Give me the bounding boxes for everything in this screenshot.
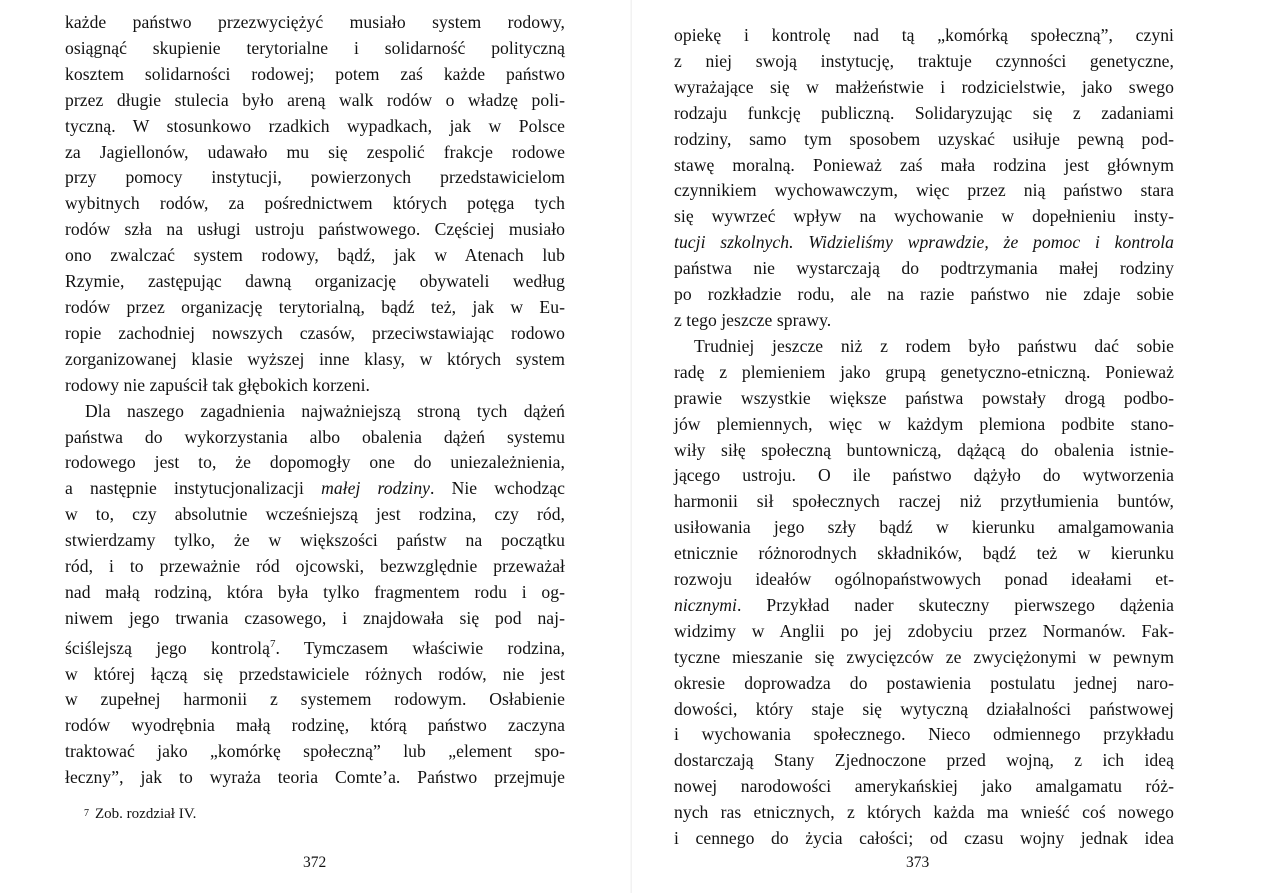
text-line: usiłowania jego szły bądź w kierunku amalgamowania (674, 517, 1174, 538)
text-line: Trudniej jeszcze niż z rodem było państwu dać sobie (694, 335, 1174, 356)
text-line: z niej swoją instytucję, traktuje czynności genetyczne, (674, 50, 1174, 71)
footnote-reference: 7 (269, 637, 276, 650)
text-run: ściślejszą jego kontrolą (65, 637, 270, 658)
text-line: traktować jako „komórkę społeczną” lub „element spo- (65, 741, 565, 762)
footnote (84, 804, 196, 824)
right-page-text (674, 23, 1174, 852)
text-line: prawie wszystkie większe państwa powstały drogą podbo- (674, 387, 1174, 408)
text-line: po rozkładzie rodu, ale na razie państwo nie zdaje sobie (674, 284, 1174, 305)
text-line: okresie doprowadza do postawienia postulatu jednej naro- (674, 672, 1174, 693)
text-line: rodziny, samo tym sposobem uzyskać usiłuje pewną pod- (674, 128, 1174, 149)
text-line: radę z plemieniem jako grupą genetyczno-etniczną. Ponieważ (674, 361, 1174, 382)
italic-term: nicznymi (674, 594, 737, 615)
footnote-text: Zob. rozdział IV. (95, 806, 197, 822)
text-line: ono zwalczać system rodowy, bądź, jak w Atenach lub (65, 245, 565, 266)
text-line (674, 230, 1174, 256)
left-page-text (65, 10, 565, 791)
text-line (65, 476, 565, 502)
text-line (674, 593, 1174, 619)
text-run: . Tymczasem właściwie rodzina, (275, 637, 566, 658)
text-line: w zupełnej harmonii z systemem rodowym. Osłabienie (65, 689, 565, 710)
text-line: rodowego jest to, że dopomogły one do uniezależnienia, (65, 452, 565, 473)
italic-term: tucji szkolnych (674, 232, 790, 253)
text-line: przez długie stulecia było areną walk rodów o władzę poli- (65, 89, 565, 110)
footnote-marker: 7 (84, 808, 89, 819)
text-line: nych ras etnicznych, z których każda ma wnieść coś nowego (674, 802, 1174, 823)
text-line: każde państwo przezwyciężyć musiało system rodowy, (65, 12, 565, 32)
text-line: kosztem solidarności rodowej; potem zaś każde państwo (65, 63, 565, 84)
text-line: Rzymie, zastępując dawną organizację obywateli według (65, 271, 565, 292)
text-line: wiły siłę społeczną buntowniczą, dążącą do obalenia istnie- (674, 439, 1174, 460)
text-line: państwa nie wystarczają do podtrzymania małej rodziny (674, 258, 1174, 279)
text-line: nowej narodowości amerykańskiej jako amalgamatu róż- (674, 776, 1174, 797)
text-line: zorganizowanej klasie wyższej inne klasy, w których system (65, 348, 565, 369)
text-line: harmonii sił społecznych raczej niż przytłumienia buntów, (674, 491, 1174, 512)
text-line: rodów szła na usługi ustroju państwowego. Częściej musiało (65, 219, 565, 240)
text-line: i wychowania społecznego. Nieco odmiennego przykładu (674, 724, 1174, 745)
text-line: Dla naszego zagadnienia najważniejszą stroną tych dążeń (85, 400, 565, 421)
text-line: z tego jeszcze sprawy. (674, 309, 832, 330)
text-line: przy pomocy instytucji, powierzonych przedstawicielom (65, 167, 565, 188)
page-number: 372 (303, 854, 327, 871)
text-line: wyrażające się w małżeństwie i rodzicielstwie, jako swego (674, 76, 1174, 97)
text-line: rozwoju ideałów ogólnopaństwowych ponad ideałami et- (674, 569, 1174, 590)
text-line: łeczny”, jak to wyraża teoria Comte’a. Państwo przejmuje (65, 767, 565, 788)
text-line: dostarczają Stany Zjednoczone przed wojną, z ich ideą (674, 750, 1174, 771)
text-line: widzimy w Anglii po jej zdobyciu przez Normanów. Fak- (674, 620, 1174, 641)
text-line: czynnikiem wychowawczym, więc przez nią państwo stara (674, 180, 1174, 201)
text-line: jów plemiennych, więc w każdym plemiona podbite stano- (674, 413, 1174, 434)
right-page (632, 0, 1263, 893)
text-line: rodowy nie zapuścił tak głębokich korzeni. (65, 374, 371, 395)
text-line: wybitnych rodów, za pośrednictwem których potęga tych (65, 193, 565, 214)
text-line: się wywrzeć wpływ na wychowanie w dopełnieniu insty- (674, 206, 1174, 227)
text-line: i cennego do życia całości; od czasu wojny jednak idea (674, 828, 1174, 849)
text-line: rodów przez organizację terytorialną, bądź też, jak w Eu- (65, 296, 565, 317)
text-line (65, 632, 565, 662)
text-line: stwierdzamy tylko, że w większości państw na początku (65, 530, 565, 551)
page-number: 373 (906, 854, 930, 871)
text-line: jącego ustroju. O ile państwo dążyło do wytworzenia (674, 465, 1174, 486)
text-line: dowości, który staje się wytyczną działalności państwowej (674, 698, 1174, 719)
text-run: a następnie instytucjonalizacji (65, 478, 304, 499)
text-run: . Nie wchodząc (430, 478, 566, 499)
italic-term: . Widzieliśmy wprawdzie, że pomoc i kontrola (789, 232, 1174, 253)
text-line: w to, czy absolutnie wcześniejszą jest rodzina, czy ród, (65, 504, 565, 525)
text-line: stawę moralną. Ponieważ zaś mała rodzina jest głównym (674, 154, 1174, 175)
text-line: rodów wyodrębnia małą rodzinę, którą państwo zaczyna (65, 715, 565, 736)
text-line: w której łączą się przedstawiciele różnych rodów, nie jest (65, 663, 565, 684)
text-line: nad małą rodziną, która była tylko fragmentem rodu i og- (65, 581, 565, 602)
text-line: za Jagiellonów, udawało mu się zespolić frakcje rodowe (65, 141, 565, 162)
text-line: etnicznie różnorodnych składników, bądź też w kierunku (674, 543, 1174, 564)
text-line: niwem jego trwania czasowego, i znajdowała się pod naj- (65, 607, 565, 628)
text-run: . Przykład nader skuteczny pierwszego dążenia (736, 594, 1174, 615)
text-line: opiekę i kontrolę nad tą „komórką społeczną”, czyni (674, 25, 1174, 45)
text-line: tyczną. W stosunkowo rzadkich wypadkach, jak w Polsce (65, 115, 565, 136)
text-line: państwa do wykorzystania albo obalenia dążeń systemu (65, 426, 565, 447)
text-line: ropie zachodniej nowszych czasów, przeciwstawiając rodowo (65, 322, 565, 343)
text-line: tyczne mieszanie się zwycięzców ze zwyciężonymi w pewnym (674, 646, 1174, 667)
text-line: osiągnąć skupienie terytorialne i solidarność polityczną (65, 37, 565, 58)
text-line: ród, i to przeważnie ród ojcowski, bezwzględnie przeważał (65, 556, 565, 577)
text-line: rodzaju funkcję publiczną. Solidaryzując się z zadaniami (674, 102, 1174, 123)
italic-term: małej rodziny (321, 478, 431, 499)
